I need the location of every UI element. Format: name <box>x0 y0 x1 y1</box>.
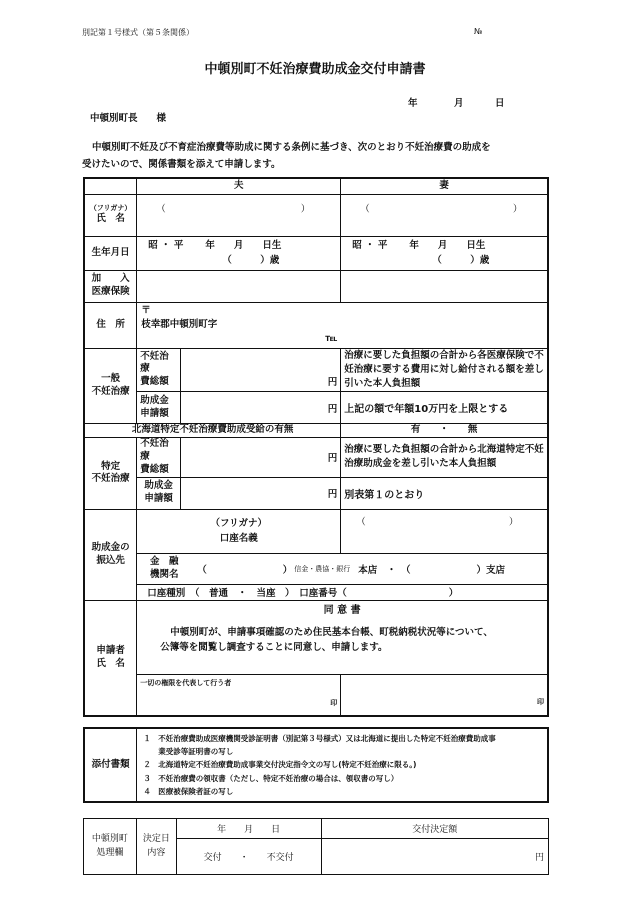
husband-age: （ ）歳 <box>222 255 280 266</box>
wife-birth-era: 昭 ・ 平 <box>352 239 388 251</box>
consent-title: 同 意 書 <box>323 604 361 616</box>
postal-mark: 〒 <box>141 305 151 317</box>
husband-paren-close: ） <box>300 203 311 215</box>
attachment-item: １ 不妊治療費助成医療機関受診証明書（別記第３号様式）又は北海道に提出した特定不妊治療費助成事 <box>143 734 496 744</box>
specific-grant-label-2: 申請額 <box>144 493 173 505</box>
general-grant-field[interactable] <box>181 392 341 424</box>
wife-header: 妻 <box>341 178 548 194</box>
applicant-seal: 印 <box>537 698 544 707</box>
husband-paren-open: （ <box>156 203 166 215</box>
attachments-label: 添付書類 <box>84 728 137 802</box>
wife-insurance-field[interactable] <box>341 270 548 302</box>
attachments-table <box>83 727 549 803</box>
specific-total-label-1: 不妊治療 <box>140 438 169 463</box>
account-type-row[interactable] <box>137 584 548 600</box>
account-furigana-label: （フリガナ） <box>210 518 268 529</box>
page-title: 中頓別町不妊治療費助成金交付申請書 <box>204 62 426 77</box>
intro-line-1: 中頓別町不妊及び不育症治療費等助成に関する条例に基づき、次のとおり不妊治療費の助成を <box>92 142 491 153</box>
name-label-cell <box>84 194 137 236</box>
name-label: 氏 名 <box>96 213 125 225</box>
bank-name-row[interactable] <box>137 553 548 584</box>
general-label-cell <box>84 348 137 424</box>
attachment-item: 業受診等証明書の写し <box>143 747 234 757</box>
wife-age: （ ）歳 <box>432 255 490 266</box>
decision-date[interactable]: 年 月 日 <box>176 819 321 839</box>
insurance-label-1: 加 入 <box>91 273 130 285</box>
head-office: 本店 ・ （ <box>358 564 411 576</box>
office-label-cell <box>84 819 137 875</box>
number-label: № <box>474 27 483 36</box>
decision-label-cell <box>136 819 176 875</box>
applicant-label-1: 申請者 <box>96 645 125 657</box>
general-grant-label-1: 助成金 <box>140 394 169 406</box>
bank-label-2: 振込先 <box>96 554 125 566</box>
proxy-field[interactable] <box>137 674 341 716</box>
specific-cost-note: 治療に要した負担額の合計から北海道特定不妊治療助成金を差し引いた本人負担額 <box>341 438 548 477</box>
application-table <box>83 177 549 717</box>
hokkaido-answer[interactable]: 有 ・ 無 <box>341 424 548 438</box>
bank-name-label-2: 機関名 <box>149 568 179 580</box>
bank-types: 信金・農協・銀行 <box>294 564 351 573</box>
specific-label-2: 不妊治療 <box>91 473 130 485</box>
address-prefix: 枝幸郡中頓別町字 <box>141 319 218 331</box>
general-cost-note: 治療に要した負担額の合計から各医療保険で不妊治療に要する費用に対し給付される額を差し引いた本人負担額 <box>341 348 548 392</box>
corner-cell <box>84 178 137 194</box>
account-paren-close: ） <box>508 516 519 528</box>
general-grant-label <box>137 392 181 424</box>
bank-name-label <box>137 556 191 582</box>
form-number: 別記第１号様式（第５条関係） <box>82 28 194 37</box>
specific-total-label <box>137 438 181 477</box>
attachment-item: ２ 北海道特定不妊治療費助成事業交付決定指令文の写し(特定不妊治療に限る。) <box>143 760 417 770</box>
specific-grant-yen: 円 <box>327 489 338 501</box>
wife-paren-close: ） <box>512 203 523 215</box>
applicant-label-cell <box>84 600 137 716</box>
account-name-field[interactable] <box>341 509 548 553</box>
date-day: 日 <box>495 98 505 109</box>
address-field[interactable] <box>137 302 548 348</box>
birth-label: 生年月日 <box>84 236 137 270</box>
furigana-label: （フリガナ） <box>89 203 132 212</box>
general-total-label <box>137 348 181 392</box>
consent-cell <box>137 600 548 674</box>
tel-mark: ℡ <box>325 332 338 344</box>
account-close: ） <box>448 588 459 600</box>
account-name-text: 口座名義 <box>219 533 258 545</box>
date-month: 月 <box>454 98 464 109</box>
general-limit: 上記の額で年額10万円を上限とする <box>341 392 548 424</box>
bank-label-1: 助成金の <box>91 541 130 553</box>
intro-line-2: 受けたいので、関係書類を添えて申請します。 <box>82 159 281 170</box>
applicant-label-2: 氏 名 <box>96 657 125 669</box>
husband-header: 夫 <box>137 178 341 194</box>
specific-limit: 別表第１のとおり <box>341 477 548 509</box>
addressee: 中頓別町長 様 <box>90 113 167 124</box>
specific-label-cell <box>84 438 137 509</box>
consent-line-1: 中頓別町が、申請事項確認のため住民基本台帳、町税納税状況等について、 <box>170 627 493 639</box>
office-label-2: 処理欄 <box>96 847 124 858</box>
office-table <box>83 818 549 875</box>
specific-total-field[interactable] <box>181 438 341 477</box>
proxy-label: 一切の権限を代表して行う者 <box>140 678 232 687</box>
account-type-label: 口座種別 （ 普通 ・ 当座 ） 口座番号（ <box>147 588 347 600</box>
specific-grant-field[interactable] <box>181 477 341 509</box>
date-year: 年 <box>408 98 418 109</box>
wife-paren-open: （ <box>360 203 370 215</box>
specific-total-label-2: 費総額 <box>140 463 169 475</box>
wife-name-field[interactable] <box>341 194 548 236</box>
specific-total-yen: 円 <box>327 453 338 465</box>
general-grant-yen: 円 <box>327 403 338 415</box>
consent-line-2: 公簿等を閲覧し調査することに同意し、申請します。 <box>160 641 388 653</box>
bank-paren-close: ） <box>282 564 293 576</box>
attachments-list <box>137 728 548 802</box>
specific-label-1: 特定 <box>101 460 121 472</box>
decision-label-2: 内容 <box>147 847 166 858</box>
account-paren-open: （ <box>356 516 366 528</box>
bank-name-label-1: 金 融 <box>149 555 179 567</box>
insurance-label-2: 医療保険 <box>91 286 130 297</box>
amount-label: 交付決定額 <box>321 819 548 839</box>
office-label-1: 中頓別町 <box>91 834 128 844</box>
husband-birth-ymd: 年 月 日生 <box>205 239 282 251</box>
bank-paren-open: （ <box>197 564 207 576</box>
amount-field[interactable] <box>321 839 548 875</box>
general-grant-label-2: 申請額 <box>140 407 169 419</box>
branch: ）支店 <box>476 564 506 576</box>
general-total-label-1: 不妊治療 <box>140 350 169 375</box>
account-name-label <box>137 509 341 553</box>
grant-choice[interactable]: 交付 ・ 不交付 <box>176 839 321 875</box>
husband-insurance-field[interactable] <box>137 270 341 302</box>
decision-label-1: 決定日 <box>142 834 170 844</box>
attachment-item: ４ 医療被保険者証の写し <box>143 786 234 796</box>
general-total-yen: 円 <box>327 377 338 389</box>
husband-birth-field[interactable] <box>137 236 341 270</box>
amount-yen: 円 <box>534 853 544 863</box>
general-label-1: 一般 <box>101 373 121 385</box>
specific-grant-label <box>137 477 181 509</box>
attachment-item: ３ 不妊治療費の領収書（ただし、特定不妊治療の場合は、領収書の写し） <box>143 773 399 783</box>
hokkaido-question: 北海道特定不妊治療費助成受給の有無 <box>84 424 341 438</box>
general-total-field[interactable] <box>181 348 341 392</box>
general-total-label-2: 費総額 <box>140 376 169 388</box>
proxy-seal: 印 <box>330 698 338 707</box>
husband-birth-era: 昭 ・ 平 <box>148 239 184 251</box>
bank-label-cell <box>84 509 137 600</box>
specific-grant-label-1: 助成金 <box>144 480 173 492</box>
wife-birth-ymd: 年 月 日生 <box>409 239 486 251</box>
husband-name-field[interactable] <box>137 194 341 236</box>
general-label-2: 不妊治療 <box>91 385 130 397</box>
insurance-label-cell <box>84 270 137 302</box>
address-label: 住 所 <box>84 302 137 348</box>
applicant-seal-field[interactable] <box>341 674 548 716</box>
wife-birth-field[interactable] <box>341 236 548 270</box>
